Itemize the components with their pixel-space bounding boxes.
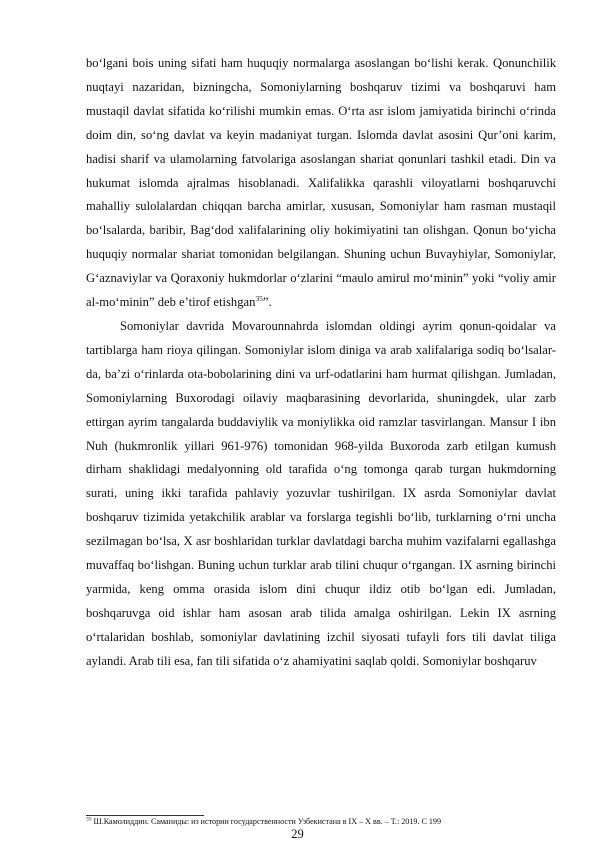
footnote-text: Ш.Камолиддин. Саманиды: из истории государственности Узбекистана в IX – X вв. – Т.: 2019. С 199 (91, 817, 442, 826)
footnote (86, 817, 556, 827)
page-number: 29 (291, 827, 304, 841)
footnote-number: 35 (86, 816, 92, 823)
paragraph-1-tail: ”. (262, 295, 272, 310)
paragraph-1 (86, 52, 556, 315)
document-body (86, 52, 556, 674)
footnote-separator (86, 815, 204, 816)
paragraph-2: Somoniylar davrida Movarounnahrda islomdan oldingi ayrim qonun-qoidalar va tartiblarga ham rioya qilingan. Somoniylar islom diniga va arab xalifalariga sodiq bo‘lsalar-da, ba’zi o‘rinlarda ota-bobolarining dini va urf-odatlarini ham hurmat qilishgan. Jumladan, Somoniylarning Buxorodagi oilaviy maqbarasining devorlarida, shuningdek, ular zarb ettirgan ayrim tangalarda buddaviylik va moniylikka oid ramzlar tasvirlangan. Mansur I ibn Nuh (hukmronlik yillari 961-976) tomonidan 968-yilda Buxoroda zarb etilgan kumush dirham shaklidagi medalyonning old tarafida o‘ng tomonga qarab turgan hukmdorning surati, uning ikki tarafida pahlaviy yozuvlar tushirilgan. IX asrda Somoniylar davlat boshqaruv tizimida yetakchilik arablar va forslarga tegishli bo‘lib, turklarning o‘rni uncha sezilmagan bo‘lsa, X asr boshlaridan turklar davlatdagi barcha muhim vazifalarni egallashga muvaffaq bo‘lishgan. Buning uchun turklar arab tilini chuqur o‘rgangan. IX asrning birinchi yarmida, keng omma orasida islom dini chuqur ildiz otib bo‘lgan edi. Jumladan, boshqaruvga oid ishlar ham asosan arab tilida amalga oshirilgan. Lekin IX asrning o‘rtalaridan boshlab, somoniylar davlatining izchil siyosati tufayli fors tili davlat tiliga aylandi. Arab tili esa, fan tili sifatida o‘z ahamiyatini saqlab qoldi. Somoniylar boshqaruv (86, 318, 556, 668)
footnote-reference[interactable]: 35 (255, 293, 263, 303)
paragraph-1-text: bo‘lgani bois uning sifati ham huquqiy normalarga asoslangan bo‘lishi kerak. Qonunchilik nuqtayi nazaridan, bizningcha, Somoniylarning boshqaruv tizimi va boshqaruvi ham mustaqil davlat sifatida ko‘rilishi mumkin emas. O‘rta asr islom jamiyatida birinchi o‘rinda doim din, so‘ng davlat va keyin madaniyat turgan. Islomda davlat asosini Qur’oni karim, hadisi sharif va ulamolarning fatvolariga asoslangan shariat qonunlari tashkil etadi. Din va hukumat islomda ajralmas hisoblanadi. Xalifalikka qarashli viloyatlarni boshqaruvchi mahalliy sulolalardan chiqqan barcha amirlar, xususan, Somoniylar ham rasman mustaqil bo‘lsalarda, baribir, Bag‘dod xalifalarining oliy hokimiyatini tan olishgan. Qonun bo‘yicha huquqiy normalar shariat tomonidan belgilangan. Shuning uchun Buvayhiylar, Somoniylar, G‘aznaviylar va Qoraxoniy hukmdorlar o‘zlarini “maulo amirul mo‘minin” yoki “voliy amir al-mo‘minin” deb e’tirof etishgan (86, 56, 556, 310)
